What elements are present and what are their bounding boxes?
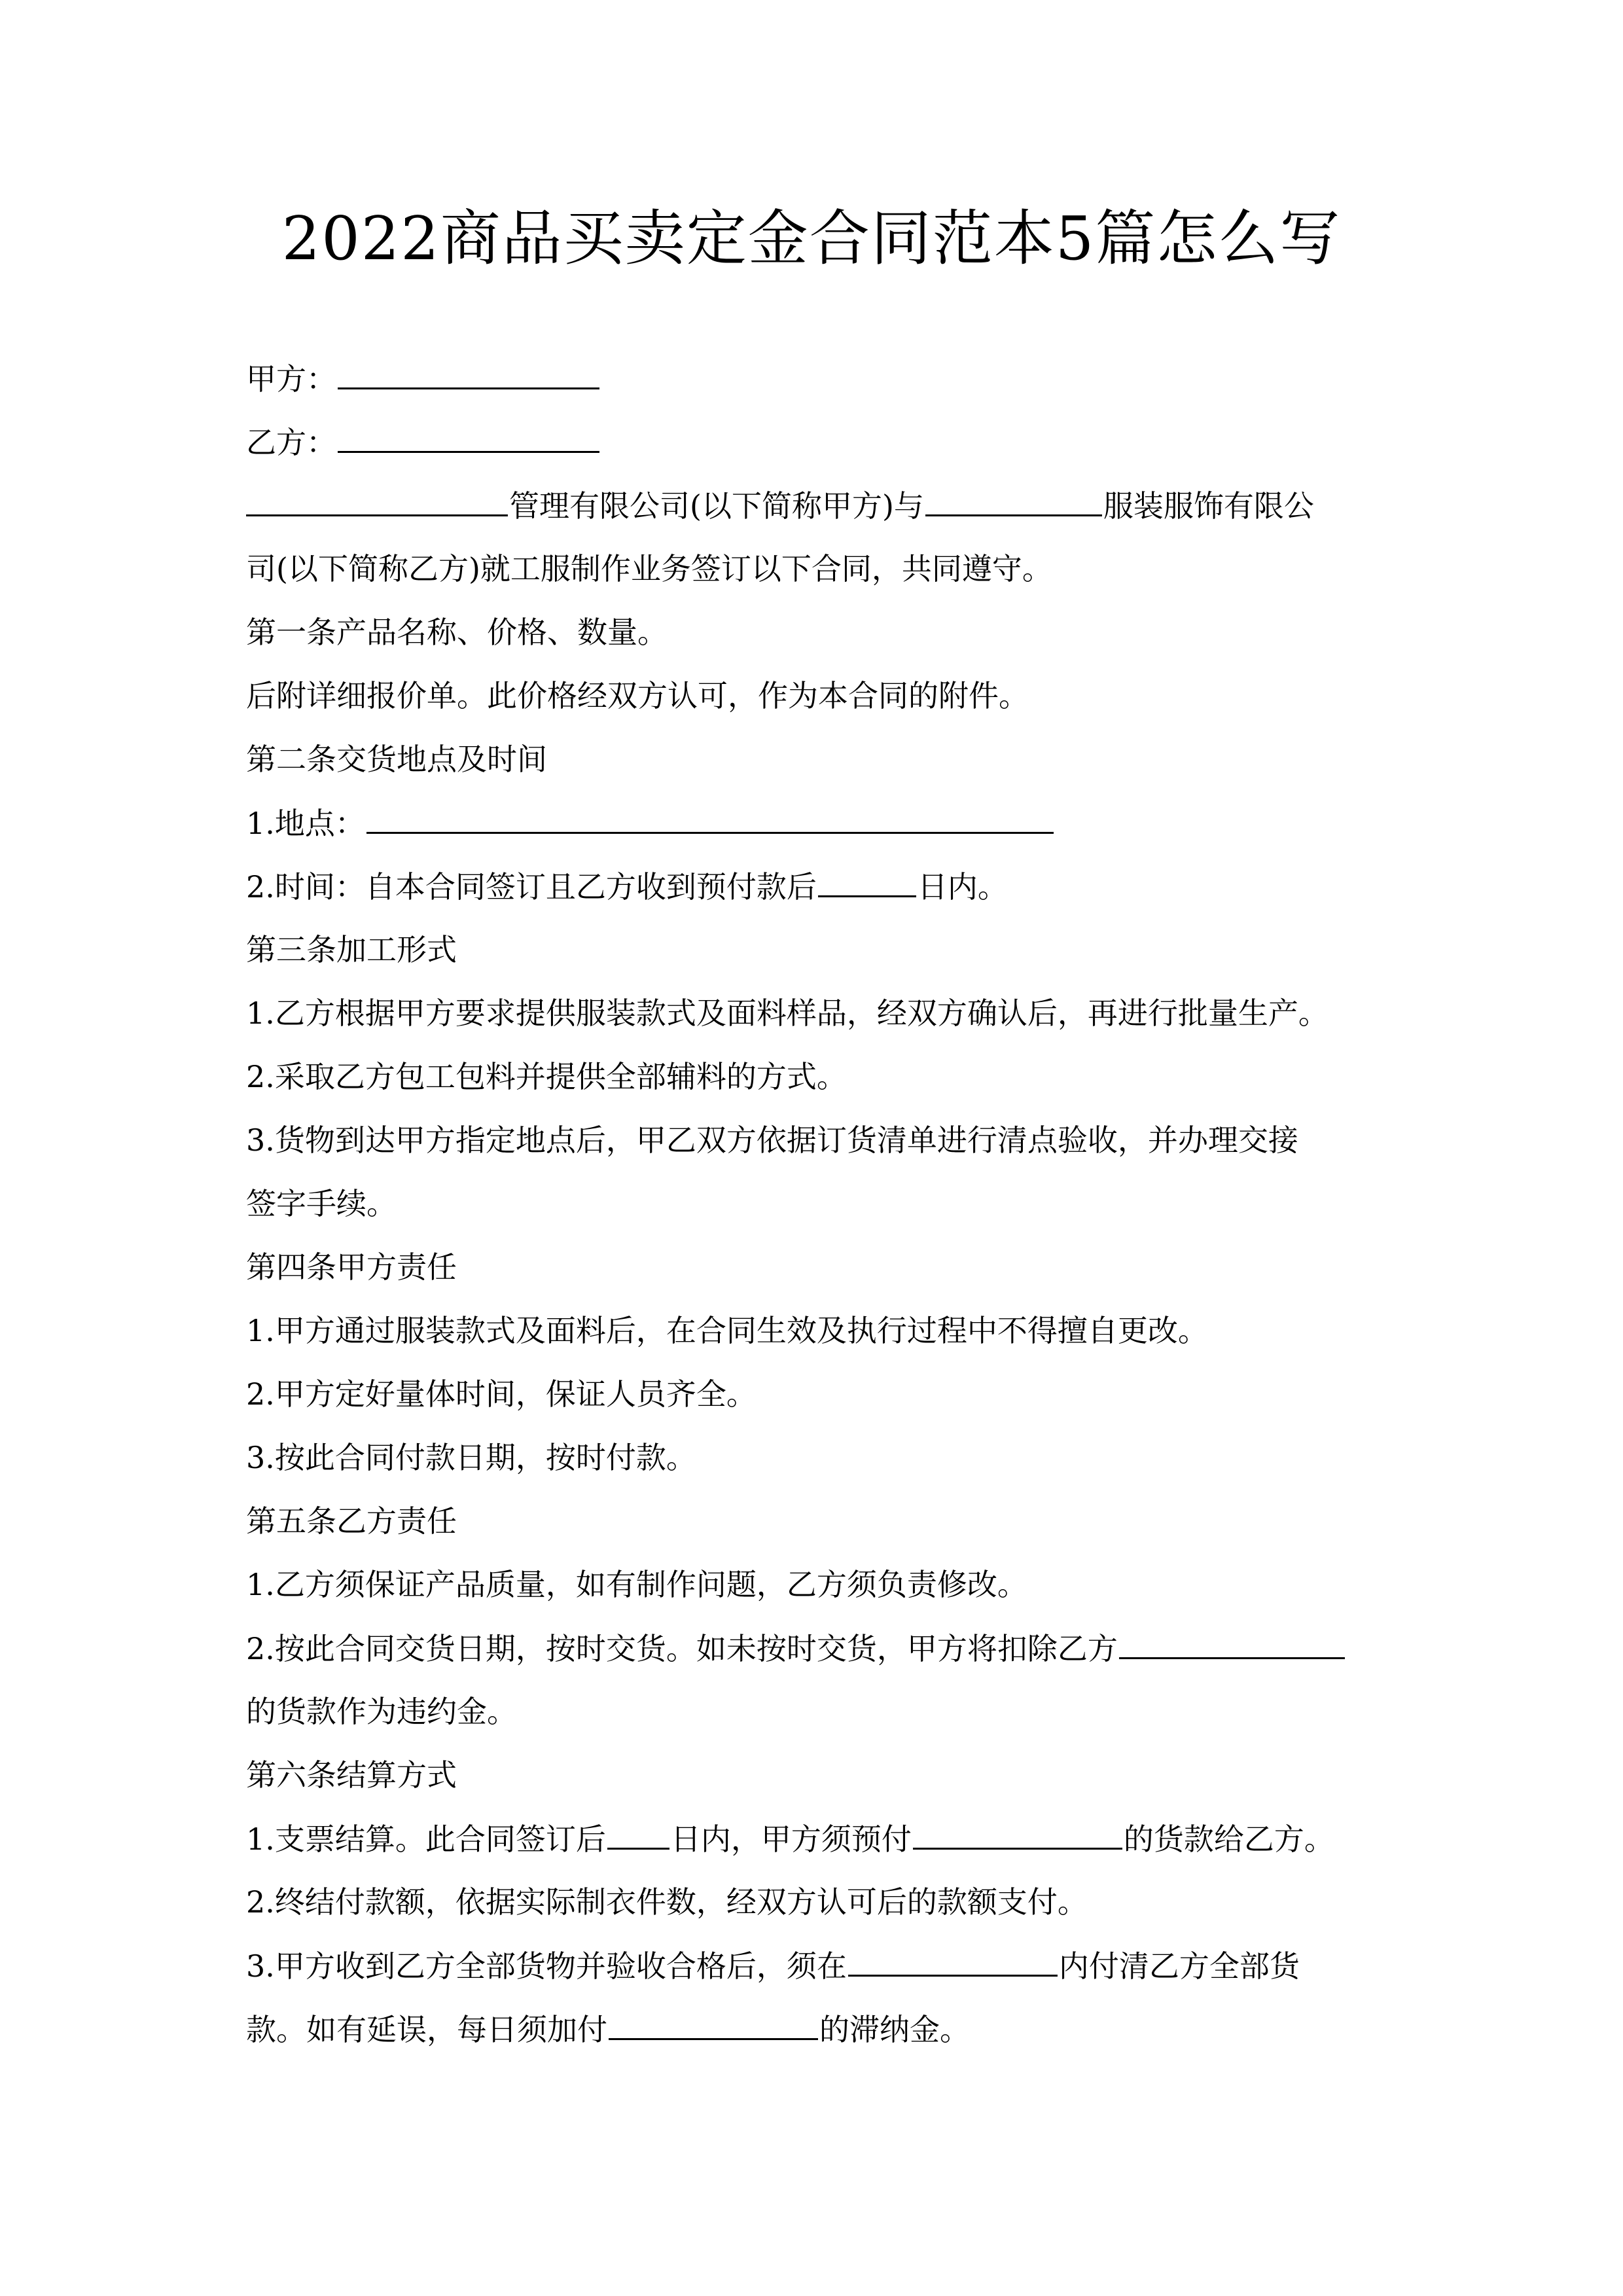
article-5-item-2-cont: 的货款作为违约金。 [246,1694,517,1729]
article-5-heading: 第五条乙方责任 [246,1503,457,1539]
article-4-item-2: 2.甲方定好量体时间，保证人员齐全。 [246,1376,757,1412]
article-1-heading: 第一条产品名称、价格、数量。 [246,615,668,650]
payment-text: 的货款给乙方。 [1123,1821,1334,1857]
article-3-item-2: 2.采取乙方包工包料并提供全部辅料的方式。 [246,1059,847,1094]
party-a-blank [338,359,599,389]
article-3-heading: 第三条加工形式 [246,932,457,967]
party-b-blank [338,422,599,453]
prepayment-blank [913,1819,1122,1850]
article-3-item-1: 1.乙方根据甲方要求提供服装款式及面料样品，经双方确认后，再进行批量生产。 [246,996,1329,1031]
party-a-company-blank [246,486,508,516]
location-blank [366,803,1054,834]
payment-text: 3.甲方收到乙方全部货物并验收合格后，须在 [246,1948,847,1984]
article-5-item-2 [246,1628,1346,1668]
payment-text: 内付清乙方全部货 [1058,1948,1300,1984]
party-a-label: 甲方： [246,361,336,397]
penalty-blank [1119,1628,1345,1659]
article-3-item-3-cont: 签字手续。 [246,1186,397,1221]
time-text: 日内。 [917,869,1008,905]
article-5-item-1: 1.乙方须保证产品质量，如有制作问题，乙方须负责修改。 [246,1567,1027,1602]
article-6-item-2: 2.终结付款额，依据实际制衣件数，经双方认可后的款额支付。 [246,1884,1088,1920]
party-a-line [246,359,601,398]
intro-text: 服装服饰有限公 [1103,488,1314,524]
late-fee-blank [609,2009,818,2040]
article-4-item-1: 1.甲方通过服装款式及面料后，在合同生效及执行过程中不得擅自更改。 [246,1313,1208,1348]
article-6-item-3-cont [246,2009,970,2049]
party-b-label: 乙方： [246,425,336,460]
intro-text: 管理有限公司(以下简称甲方)与 [509,488,924,524]
deadline-blank [848,1946,1058,1977]
intro-line-2 [246,549,1052,588]
document-title: 2022商品买卖定金合同范本5篇怎么写 [281,204,1342,274]
party-b-company-blank [925,486,1102,516]
intro-line-1 [246,486,1314,525]
days-blank [607,1819,669,1850]
days-blank [818,867,916,897]
article-1-text: 后附详细报价单。此价格经双方认可，作为本合同的附件。 [246,678,1029,713]
payment-text: 日内，甲方须预付 [670,1821,912,1857]
payment-text: 1.支票结算。此合同签订后 [246,1821,606,1857]
time-text: 2.时间：自本合同签订且乙方收到预付款后 [246,869,817,905]
party-b-line [246,422,601,461]
article-3-item-3: 3.货物到达甲方指定地点后，甲乙双方依据订货清单进行清点验收，并办理交接 [246,1122,1298,1158]
article-2-item-2 [246,867,1008,906]
article-6-heading: 第六条结算方式 [246,1757,457,1793]
payment-text: 的滞纳金。 [819,2012,970,2047]
article-6-item-3 [246,1946,1300,1985]
location-label: 1.地点： [246,806,365,841]
article-2-heading: 第二条交货地点及时间 [246,742,547,777]
intro-text: 司(以下简称乙方)就工服制作业务签订以下合同，共同遵守。 [246,551,1052,586]
payment-text: 款。如有延误，每日须加付 [246,2012,607,2047]
article-4-heading: 第四条甲方责任 [246,1249,457,1285]
article-4-item-3: 3.按此合同付款日期，按时付款。 [246,1440,696,1475]
penalty-text: 2.按此合同交货日期，按时交货。如未按时交货，甲方将扣除乙方 [246,1631,1118,1666]
article-2-item-1 [246,803,1055,842]
article-6-item-1 [246,1819,1334,1858]
